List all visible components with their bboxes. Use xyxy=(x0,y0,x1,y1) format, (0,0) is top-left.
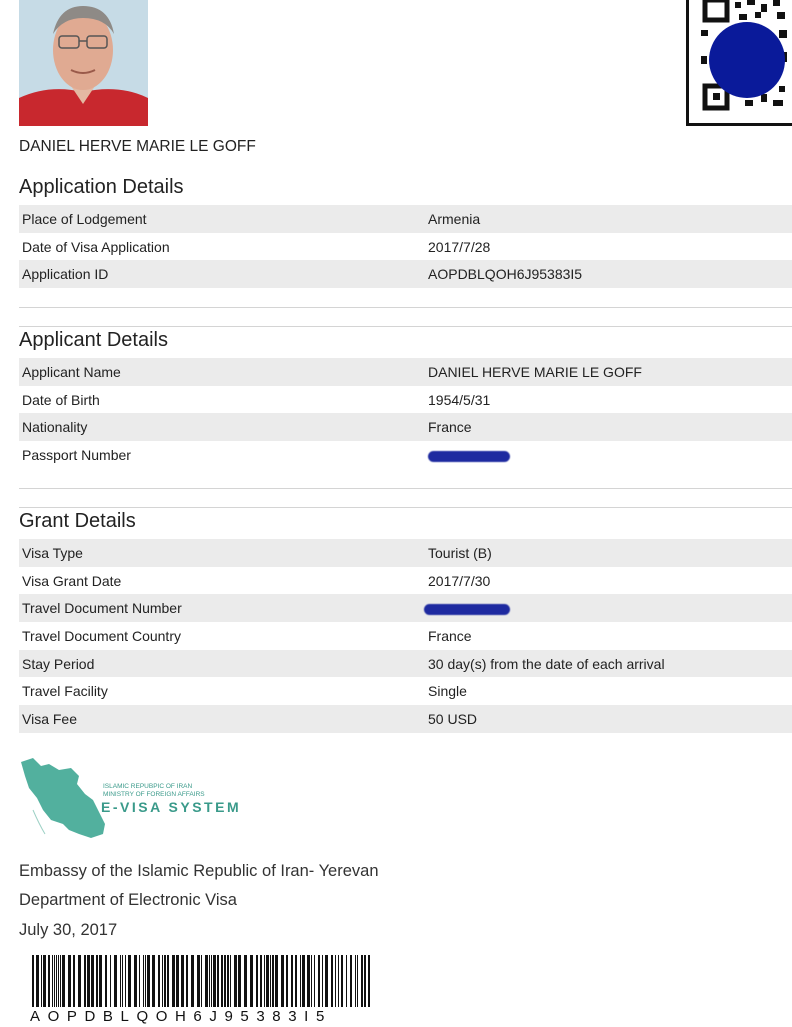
barcode-bar xyxy=(152,955,155,1007)
barcode-bar xyxy=(99,955,102,1007)
row-label: Passport Number xyxy=(22,446,131,463)
barcode-bar xyxy=(125,955,126,1007)
row-label: Travel Facility xyxy=(22,683,108,700)
row-value xyxy=(428,447,792,463)
barcode-bar xyxy=(291,955,293,1007)
row-value: Single xyxy=(428,683,467,700)
barcode-bar xyxy=(311,955,312,1007)
row-value: 2017/7/28 xyxy=(428,238,491,255)
barcode-bar xyxy=(164,955,166,1007)
barcode-bar xyxy=(357,955,358,1007)
section-divider xyxy=(19,326,792,327)
barcode-bar xyxy=(346,955,347,1007)
barcode-bar xyxy=(221,955,223,1007)
barcode-bar xyxy=(230,955,231,1007)
table-row xyxy=(19,233,792,261)
barcode-bar xyxy=(266,955,269,1007)
table-row xyxy=(19,205,792,233)
applicant-details-title: Applicant Details xyxy=(19,329,168,351)
barcode-bar xyxy=(167,955,169,1007)
table-row xyxy=(19,539,792,567)
barcode-bar xyxy=(211,955,212,1007)
table-row xyxy=(19,386,792,414)
row-label: Travel Document Number xyxy=(22,600,182,617)
row-value: 1954/5/31 xyxy=(428,391,491,408)
barcode-bar xyxy=(341,955,343,1007)
barcode-bar xyxy=(256,955,258,1007)
barcode-bar xyxy=(335,955,336,1007)
table-row xyxy=(19,567,792,595)
barcode-bar xyxy=(56,955,57,1007)
barcode-bar xyxy=(314,955,315,1007)
barcode-bar xyxy=(250,955,253,1007)
barcode-bar xyxy=(217,955,219,1007)
barcode-bar xyxy=(114,955,117,1007)
barcode-bar xyxy=(96,955,98,1007)
barcode-bar xyxy=(350,955,352,1007)
barcode-bar xyxy=(368,955,370,1007)
row-label: Applicant Name xyxy=(22,363,121,380)
barcode-bar xyxy=(78,955,81,1007)
barcode-bar xyxy=(186,955,188,1007)
row-label: Place of Lodgement xyxy=(22,210,147,227)
barcode-bar xyxy=(87,955,90,1007)
application-details-title: Application Details xyxy=(19,176,184,198)
table-row xyxy=(19,650,792,678)
barcode-bar xyxy=(201,955,202,1007)
applicant-photo xyxy=(19,0,148,126)
barcode-bar xyxy=(62,955,65,1007)
barcode-bar xyxy=(60,955,61,1007)
row-label: Visa Grant Date xyxy=(22,572,122,589)
barcode-bar xyxy=(91,955,94,1007)
barcode-bar xyxy=(54,955,55,1007)
barcode-bar xyxy=(270,955,271,1007)
barcode-bar xyxy=(197,955,200,1007)
barcode-bar xyxy=(105,955,107,1007)
barcode-text: AOPDBLQOH6J95383I5 xyxy=(30,1008,332,1025)
table-row xyxy=(19,705,792,733)
barcode-bar xyxy=(52,955,53,1007)
table-row xyxy=(19,358,792,386)
barcode-bar xyxy=(286,955,288,1007)
barcode-bar xyxy=(158,955,160,1007)
table-row xyxy=(19,677,792,705)
barcode-bar xyxy=(325,955,328,1007)
row-value: 2017/7/30 xyxy=(428,572,491,589)
table-row xyxy=(19,441,792,469)
section-divider xyxy=(19,307,792,308)
barcode-bar xyxy=(41,955,42,1007)
barcode-bar xyxy=(275,955,278,1007)
barcode-bar xyxy=(181,955,184,1007)
barcode-bar xyxy=(338,955,339,1007)
row-label: Nationality xyxy=(22,419,88,436)
barcode-bar xyxy=(355,955,356,1007)
barcode-bar xyxy=(295,955,297,1007)
section-divider xyxy=(19,488,792,489)
holder-name: DANIEL HERVE MARIE LE GOFF xyxy=(19,138,256,155)
barcode-bar xyxy=(172,955,175,1007)
barcode-bar xyxy=(128,955,131,1007)
table-row xyxy=(19,594,792,622)
grant-details-table xyxy=(19,539,792,733)
passport-number-redaction xyxy=(428,451,510,462)
row-value: DANIEL HERVE MARIE LE GOFF xyxy=(428,363,642,380)
grant-details-title: Grant Details xyxy=(19,510,136,532)
barcode-bar xyxy=(176,955,179,1007)
logo-title: E-VISA SYSTEM xyxy=(101,799,242,815)
barcode-bar xyxy=(302,955,305,1007)
row-label: Stay Period xyxy=(22,655,95,672)
barcode-bar xyxy=(68,955,71,1007)
row-value: 30 day(s) from the date of each arrival xyxy=(428,655,665,672)
logo-line-country: ISLAMIC REPUBPIC OF IRAN xyxy=(103,783,193,790)
table-row xyxy=(19,260,792,288)
embassy-name: Embassy of the Islamic Republic of Iran- Yerevan xyxy=(19,862,379,880)
row-value: Armenia xyxy=(428,210,481,227)
applicant-details-table xyxy=(19,358,792,469)
barcode-bar xyxy=(227,955,229,1007)
row-label: Date of Visa Application xyxy=(22,238,170,255)
row-label: Application ID xyxy=(22,266,109,283)
barcode-bar xyxy=(264,955,265,1007)
barcode-bar xyxy=(300,955,301,1007)
table-row xyxy=(19,413,792,441)
barcode-bar xyxy=(213,955,216,1007)
barcode-bar xyxy=(36,955,39,1007)
barcode-bar xyxy=(58,955,59,1007)
barcode-bar xyxy=(260,955,262,1007)
barcode-bar xyxy=(234,955,237,1007)
row-value: France xyxy=(428,627,472,644)
barcode-bar xyxy=(331,955,333,1007)
barcode-bar xyxy=(205,955,208,1007)
application-details-table xyxy=(19,205,792,288)
barcode-bar xyxy=(120,955,121,1007)
barcode-bar xyxy=(209,955,210,1007)
row-value xyxy=(428,600,792,616)
barcode-bar xyxy=(244,955,247,1007)
row-value: AOPDBLQOH6J95383I5 xyxy=(428,266,583,283)
barcode-bar xyxy=(143,955,144,1007)
barcode-bar xyxy=(307,955,310,1007)
barcode-bar xyxy=(43,955,46,1007)
barcode-bar xyxy=(224,955,226,1007)
travel-document-number-redaction xyxy=(424,604,510,615)
logo-text xyxy=(103,783,205,799)
barcode-bar xyxy=(147,955,150,1007)
barcode-bar xyxy=(272,955,274,1007)
table-row xyxy=(19,622,792,650)
barcode-bar xyxy=(238,955,241,1007)
barcode xyxy=(32,955,372,1007)
barcode-bar xyxy=(48,955,50,1007)
barcode-bar xyxy=(110,955,111,1007)
barcode-bar xyxy=(139,955,140,1007)
qr-code xyxy=(686,0,792,126)
row-value: Tourist (B) xyxy=(428,544,492,561)
row-label: Visa Fee xyxy=(22,710,77,727)
department-name: Department of Electronic Visa xyxy=(19,891,237,909)
issue-date: July 30, 2017 xyxy=(19,921,118,939)
row-value: France xyxy=(428,419,472,436)
row-value: 50 USD xyxy=(428,710,478,727)
barcode-bar xyxy=(134,955,137,1007)
row-label: Date of Birth xyxy=(22,391,100,408)
barcode-bar xyxy=(122,955,123,1007)
barcode-bar xyxy=(32,955,34,1007)
barcode-bar xyxy=(145,955,146,1007)
section-divider xyxy=(19,507,792,508)
barcode-bar xyxy=(361,955,363,1007)
barcode-bar xyxy=(84,955,86,1007)
barcode-bar xyxy=(364,955,366,1007)
row-label: Visa Type xyxy=(22,544,83,561)
barcode-bar xyxy=(322,955,323,1007)
barcode-bar xyxy=(191,955,194,1007)
barcode-bar xyxy=(162,955,163,1007)
barcode-bar xyxy=(73,955,75,1007)
barcode-bar xyxy=(318,955,320,1007)
logo-line-ministry: MINISTRY OF FOREIGN AFFAIRS xyxy=(103,791,205,798)
row-label: Travel Document Country xyxy=(22,627,181,644)
barcode-bar xyxy=(281,955,284,1007)
